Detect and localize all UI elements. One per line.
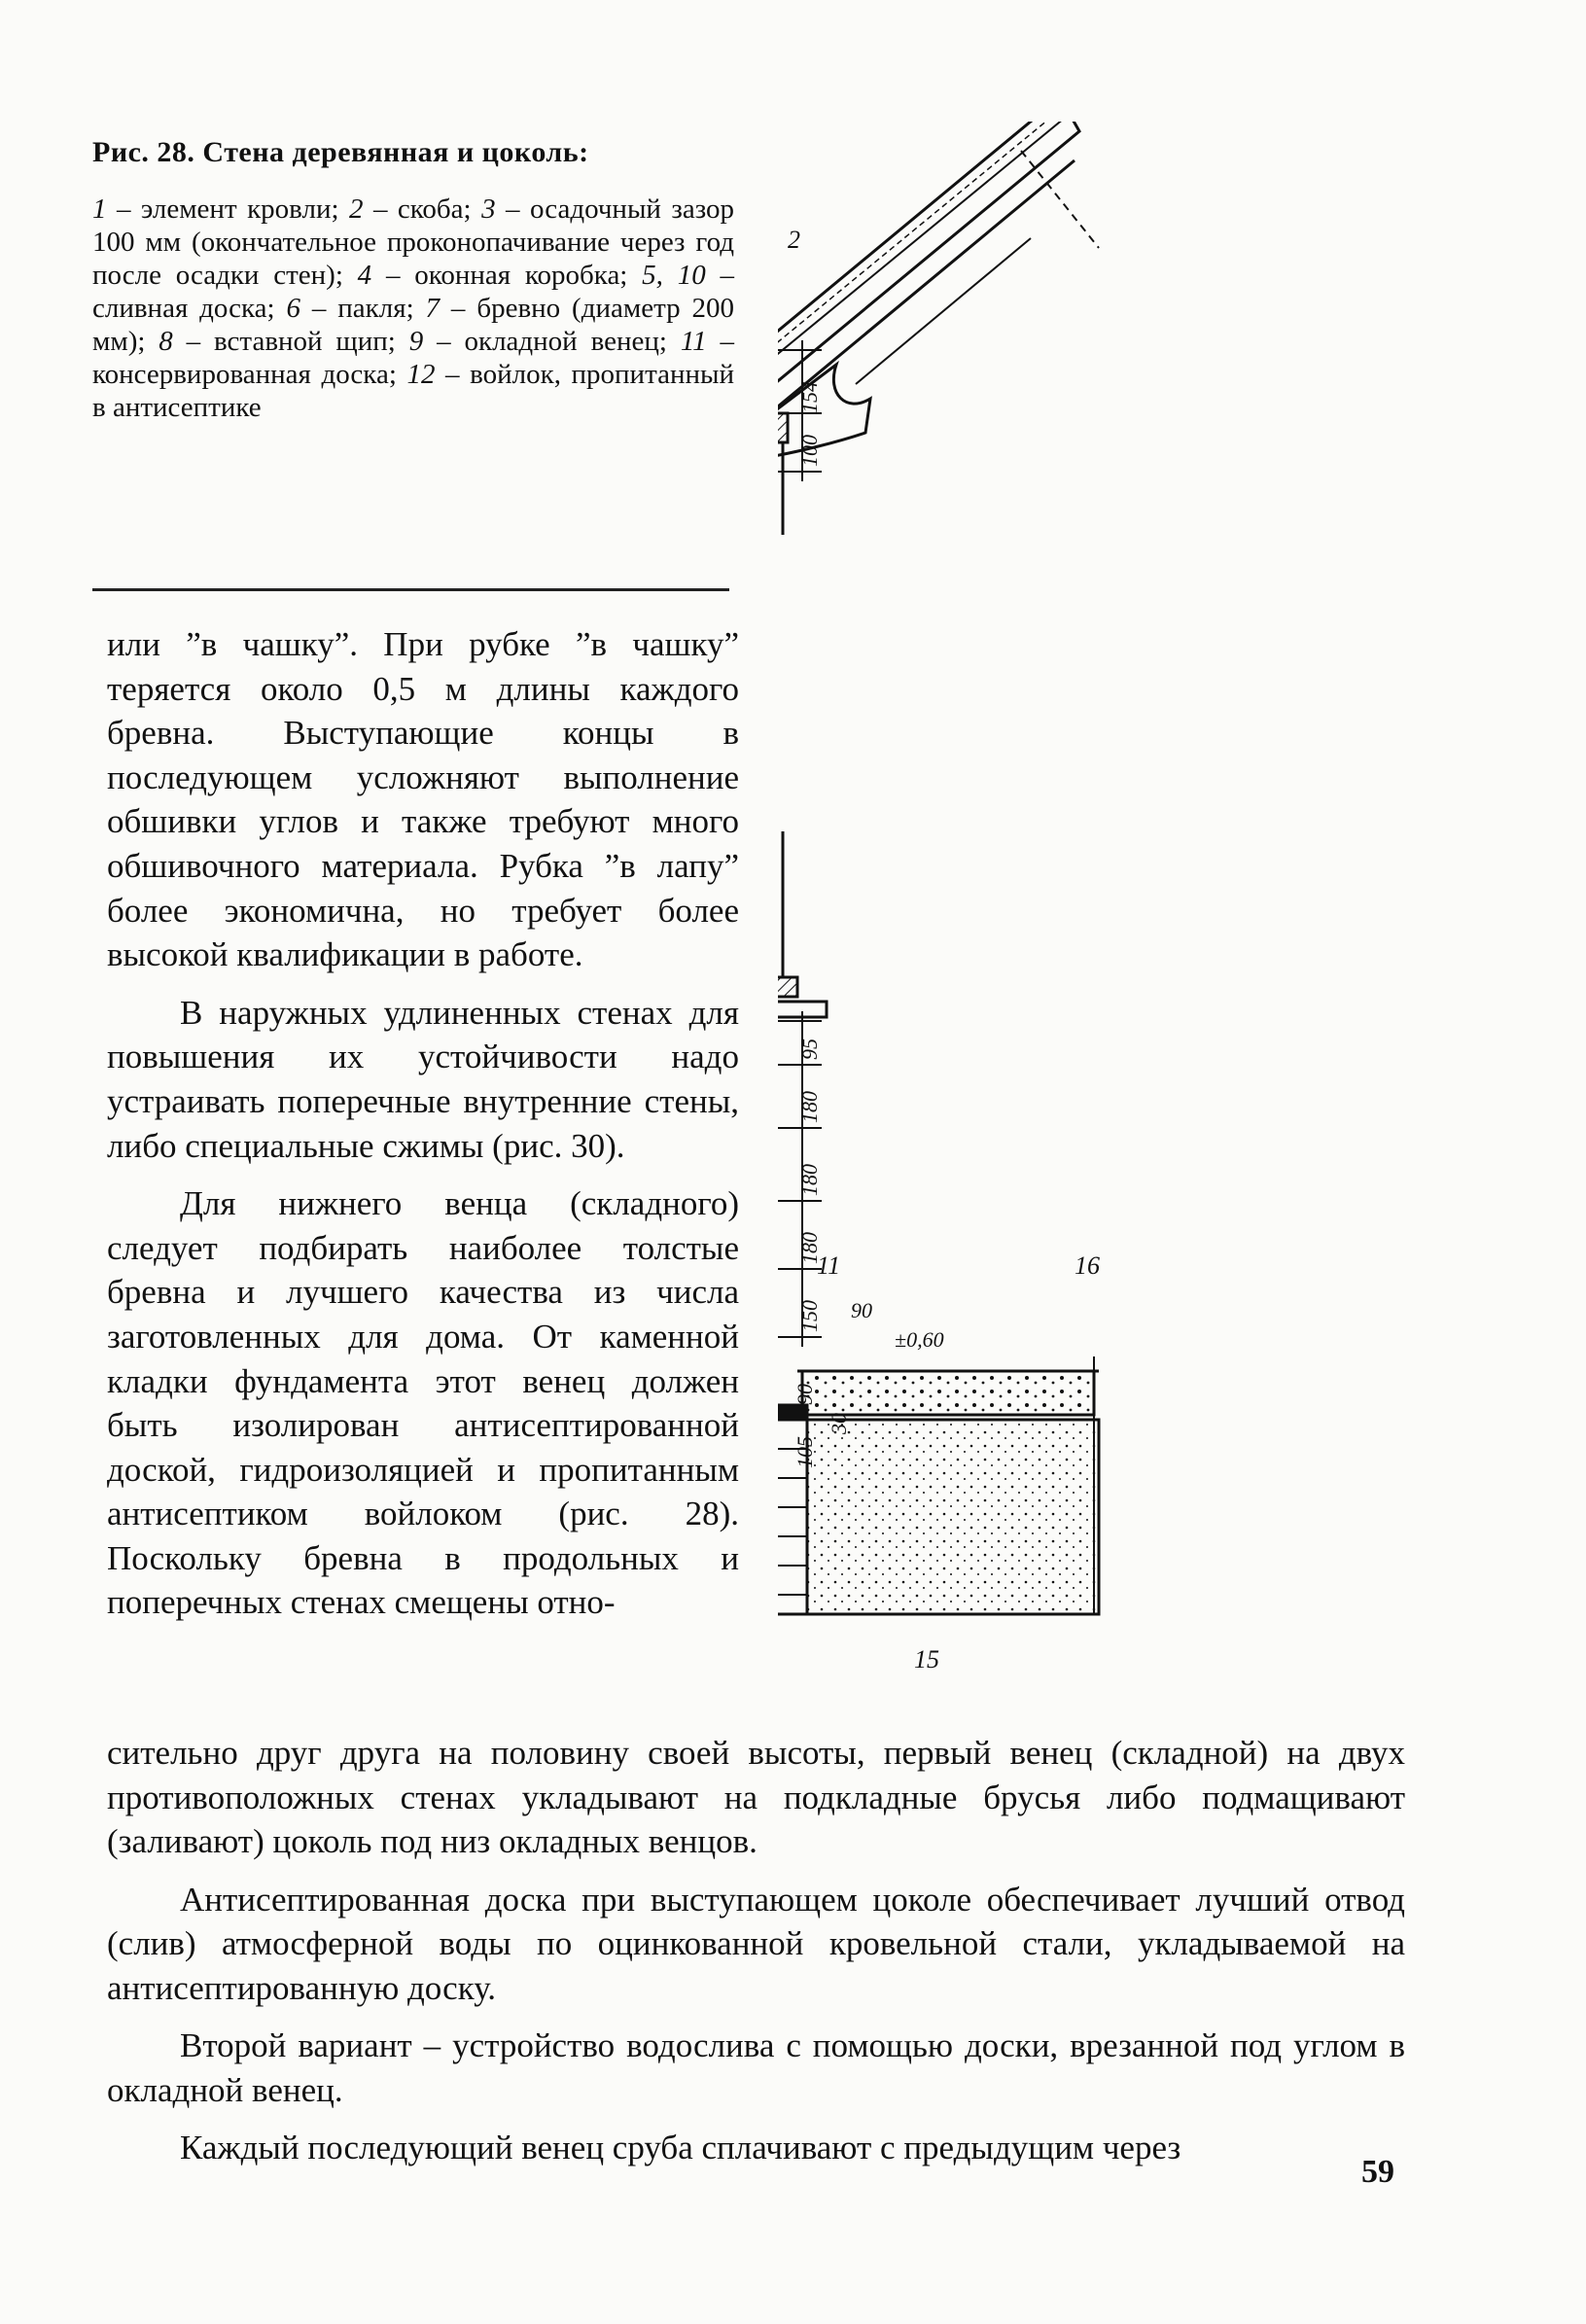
body-paragraph: или ”в чашку”. При рубке ”в чашку” теряется около 0,5 м длины каждого бревна. Выступающие концы в последующем усложняют выполнение обшивки углов и также требуют много обшивочного материала. Рубка ”в лапу” более экономична, но требует более высокой квалификации в работе. (107, 625, 739, 974)
body-paragraph: Антисептированная доска при выступающем цоколе обеспечивает лучший отвод (слив) атмосферной воды по оцинкованной кровельной стали, укладываемой на антисептированную доску. (107, 1880, 1405, 2007)
caption-divider (92, 588, 729, 591)
legend-item: 9 – окладной венец; (408, 326, 667, 357)
legend-item: 1 – элемент кровли; (92, 194, 339, 225)
body-paragraph: Каждый последующий венец сруба сплачивают с предыдущим через (180, 2129, 1181, 2166)
window-frame-lower (778, 831, 827, 1017)
label-15: 15 (914, 1645, 939, 1673)
legend-item: 2 – скоба; (349, 194, 472, 225)
legend-item: 12 – войлок, пропитанный в антисептике (92, 359, 735, 423)
wall-section-drawing (778, 122, 1400, 1711)
dim-90-a: 90 (851, 1298, 872, 1322)
dim-180-a: 180 (797, 1091, 822, 1123)
body-paragraph: В наружных удлиненных стенах для повышения их устойчивости надо устраивать поперечные внутренние стены, либо специальные сжимы (рис. 30). (107, 993, 739, 1165)
dim-30: 30 (827, 1413, 851, 1434)
legend-item: 5, 10 – сливная доска; (92, 260, 735, 324)
dim-105: 105 (793, 1436, 817, 1468)
body-column-wide (107, 1731, 1405, 2170)
dim-180-c: 180 (797, 1232, 822, 1264)
label-11-right: 11 (817, 1251, 841, 1280)
legend-item: 8 – вставной щип; (159, 326, 396, 357)
dim-180-b: 180 (797, 1164, 822, 1196)
legend-item: 3 – осадочный зазор 100 мм (окончательное проконопачивание через год после осадки стен); (92, 194, 735, 291)
dimension-values (793, 381, 944, 1468)
legend-item: 4 – оконная коробка; (357, 260, 628, 291)
dim-150: 150 (797, 1300, 822, 1332)
body-paragraph: сительно друг друга на половину своей высоты, первый венец (складной) на двух противоположных стенах укладывают на подкладные брусья либо подмащивают (заливают) цоколь под низ окладных венцов. (107, 1734, 1405, 1860)
body-paragraph: Для нижнего венца (складного) следует подбирать наиболее толстые бревна и лучшего качества из числа заготовленных для дома. От каменной кладки фундамента этот венец должен быть изолирован антисептированной доской, гидроизоляцией и пропитанным антисептиком войлоком (рис. 28). Поскольку бревна в продольных и поперечных стенах смещены отно- (107, 1184, 739, 1622)
label-16: 16 (1075, 1251, 1100, 1280)
body-paragraph: Второй вариант – устройство водослива с помощью доски, врезанной под углом в окладной венец. (107, 2026, 1405, 2109)
roof-section (778, 122, 1099, 457)
figure-caption-title: Рис. 28. Стена деревянная и цоколь: (92, 136, 589, 168)
legend-item: 7 – бревно (диаметр 200 мм); (92, 293, 734, 357)
dim-100: 100 (797, 435, 822, 467)
body-column-narrow (107, 622, 739, 1625)
figure-caption-legend (92, 193, 734, 424)
foundation (778, 1371, 1099, 1614)
dim-154: 154 (797, 381, 822, 413)
dim-95: 95 (797, 1039, 822, 1060)
legend-item: 11 – консервированная доска; (92, 326, 735, 390)
page-number: 59 (1361, 2154, 1394, 2190)
legend-item: 6 – пакля; (286, 293, 414, 324)
label-2: 2 (788, 226, 800, 254)
level-mark: ±0,60 (895, 1327, 944, 1352)
dim-90-b: 90 (793, 1384, 817, 1405)
